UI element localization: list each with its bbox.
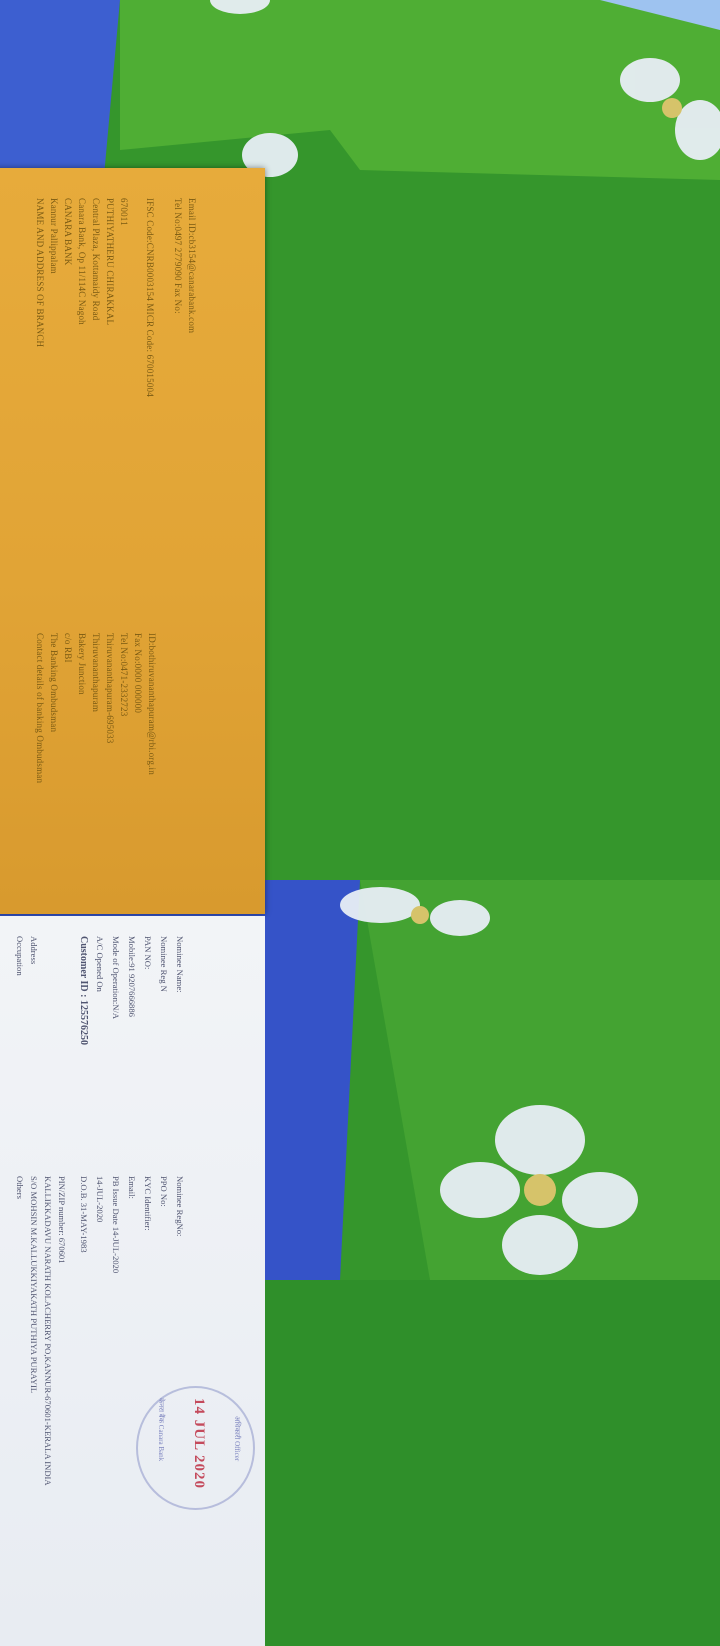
passbook xyxy=(0,168,265,1490)
address-line: KALLIKKADAVU NARATH KOLACHERRY PO,KANNUR-670601-KERALA INDIA xyxy=(43,1176,53,1486)
mode-of-operation: Mode of Operation:N/A xyxy=(111,936,121,1020)
stamp-date: 14 JUL 2020 xyxy=(191,1398,207,1490)
address-label: Address xyxy=(29,936,39,965)
branch-ifsc-micr: IFSC Code:CNRB0003154 MICR Code: 670015004 xyxy=(145,198,155,397)
occupation-label: Occupation xyxy=(15,936,25,976)
branch-email: Email ID:cb3154@canarabank.com xyxy=(187,198,197,334)
branch-heading: NAME AND ADDRESS OF BRANCH xyxy=(35,198,45,348)
customer-id: Customer ID : 125576250 xyxy=(78,936,89,1045)
account-details-page xyxy=(0,916,265,1646)
ppo-number: PPO No: xyxy=(159,1176,169,1207)
mobile-number: Mobile:91 9207666886 xyxy=(127,936,137,1017)
pin-code: PIN/ZIP number: 670601 xyxy=(57,1176,67,1264)
address-line: S/O MOHSIN M.KALLUKKIYAKATH PUTHIYA PURAYIL xyxy=(29,1176,39,1394)
ombudsman-line: Thiruvananthapuram-695033 xyxy=(105,633,115,744)
branch-line: CANARA BANK xyxy=(63,198,73,266)
pan-number: PAN NO: xyxy=(143,936,153,970)
ombudsman-line: c/o RBI xyxy=(63,633,73,663)
passbook-issue-date: PB Issue Date 14-JUL-2020 xyxy=(111,1176,121,1274)
opened-value: 14-JUL-2020 xyxy=(95,1176,105,1223)
ombudsman-line: Tel No:0471-2332723 xyxy=(119,633,129,717)
email-label: Email: xyxy=(127,1176,137,1199)
branch-line: Kannur Pallippalam xyxy=(49,198,59,274)
nominee-name: Nominee Name: xyxy=(175,936,185,993)
nominee-regno: Nominee RegNo: xyxy=(175,1176,185,1237)
ombudsman-line: Fax No:0000 000000 xyxy=(133,633,143,714)
branch-line: 670011 xyxy=(119,198,129,226)
date-of-birth: D.O.B. 31-MAY-1983 xyxy=(79,1176,89,1253)
nominee-reg-label: Nominee Reg N xyxy=(159,936,169,992)
ombudsman-line: ID:bothiruvananthapuram@rbi.org.in xyxy=(147,633,157,775)
branch-tel: Tel No:0497 2779090 Fax No: xyxy=(173,198,183,314)
opened-label: A/C Opened On xyxy=(95,936,105,992)
ombudsman-line: Bakery Junction xyxy=(77,633,87,695)
kyc-identifier: KYC Identifier: xyxy=(143,1176,153,1231)
ombudsman-line: The Banking Ombudsman xyxy=(49,633,59,733)
ombudsman-heading: Contact details of banking Ombudsman xyxy=(35,633,45,784)
ombudsman-line: Thiruvananthapuram xyxy=(91,633,101,713)
branch-line: Canara Bank, Op 11/114C Nagoh xyxy=(77,198,87,325)
occupation-value: Others xyxy=(15,1176,25,1199)
passbook-cover-page xyxy=(0,168,265,914)
stamp-bottom-text: अधिकारी Officer xyxy=(233,1416,241,1462)
stamp-top-text: केनरा बैंक Canara Bank xyxy=(157,1398,165,1462)
branch-line: Central Plaza, Kottamaidy Road xyxy=(91,198,101,321)
branch-line: PUTHIYATHERU CHIRAKKAL xyxy=(105,198,115,326)
